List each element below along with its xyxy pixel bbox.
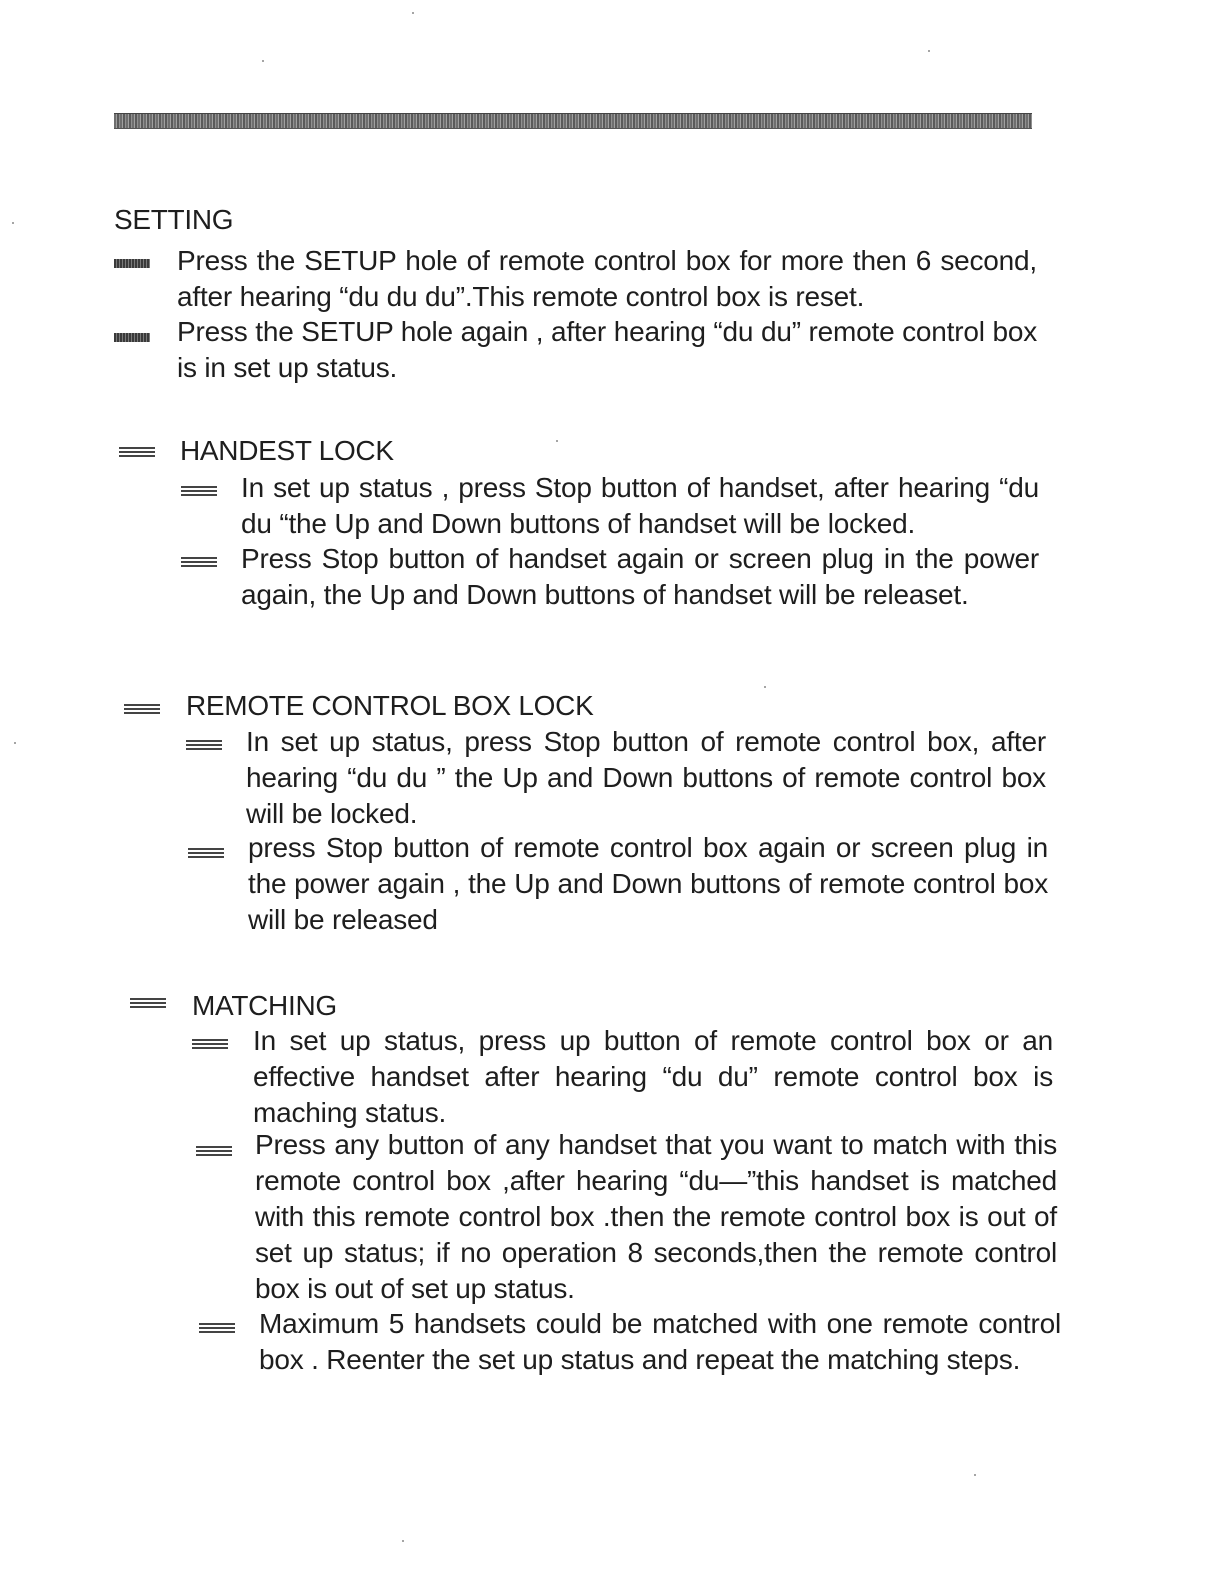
remote-lock-heading: REMOTE CONTROL BOX LOCK [186,690,594,721]
handset-lock-item-2-text: Press Stop button of handset again or screen plug in the power again, the Up and Down buttons of handset will be releaset. [241,543,1039,610]
section-bullet-icon [124,704,160,715]
remote-lock-item-2-text: press Stop button of remote control box again or screen plug in the power again , the Up and Down buttons of remote control box will be released [248,832,1048,935]
bullet-icon [192,1039,228,1050]
scan-speck [412,12,414,14]
matching-heading: MATCHING [192,990,337,1021]
setting-heading: SETTING [114,204,234,235]
setting-item-1 [177,243,1037,315]
bullet-icon [114,259,150,268]
remote-lock-item-1-text: In set up status, press Stop button of remote control box, after hearing “du du ” the Up and Down buttons of remote control box will be locked. [246,726,1046,829]
matching-item-2 [255,1127,1057,1307]
bullet-icon [186,740,222,751]
scan-speck [402,1540,404,1542]
scan-speck [12,222,14,224]
bullet-icon [181,486,217,497]
bullet-icon [188,848,224,859]
handset-lock-heading: HANDEST LOCK [180,435,394,466]
setting-item-1-text: Press the SETUP hole of remote control box for more then 6 second, after hearing “du du du”.This remote control box is reset. [177,245,1037,312]
bullet-icon [199,1323,235,1334]
handset-lock-item-2 [241,541,1039,613]
bullet-icon [196,1146,232,1157]
scan-speck [262,60,264,62]
section-bullet-icon [130,998,166,1009]
remote-lock-item-2 [248,830,1048,938]
scan-speck [14,742,16,744]
header-rule [114,113,1032,129]
bullet-icon [114,333,150,342]
section-bullet-icon [119,447,155,458]
matching-item-1-text: In set up status, press up button of remote control box or an effective handset after hearing “du du” remote control box is maching status. [253,1025,1053,1128]
handset-lock-item-1 [241,470,1039,542]
remote-lock-item-1 [246,724,1046,832]
scan-speck [764,686,766,688]
matching-item-2-text: Press any button of any handset that you want to match with this remote control box ,after hearing “du—”this handset is matched with this remote control box .then the remote control box is out of set up status; if no operation 8 seconds,then the remote control box is out of set up status. [255,1129,1057,1304]
scan-speck [928,50,930,52]
matching-item-3-text: Maximum 5 handsets could be matched with one remote control box . Reenter the set up status and repeat the matching steps. [259,1308,1061,1375]
matching-item-1 [253,1023,1053,1131]
setting-item-2 [177,314,1037,386]
handset-lock-item-1-text: In set up status , press Stop button of handset, after hearing “du du “the Up and Down buttons of handset will be locked. [241,472,1039,539]
scan-speck [974,1474,976,1476]
setting-item-2-text: Press the SETUP hole again , after hearing “du du” remote control box is in set up status. [177,316,1037,383]
matching-item-3 [259,1306,1061,1378]
scan-speck [556,440,558,442]
bullet-icon [181,557,217,568]
